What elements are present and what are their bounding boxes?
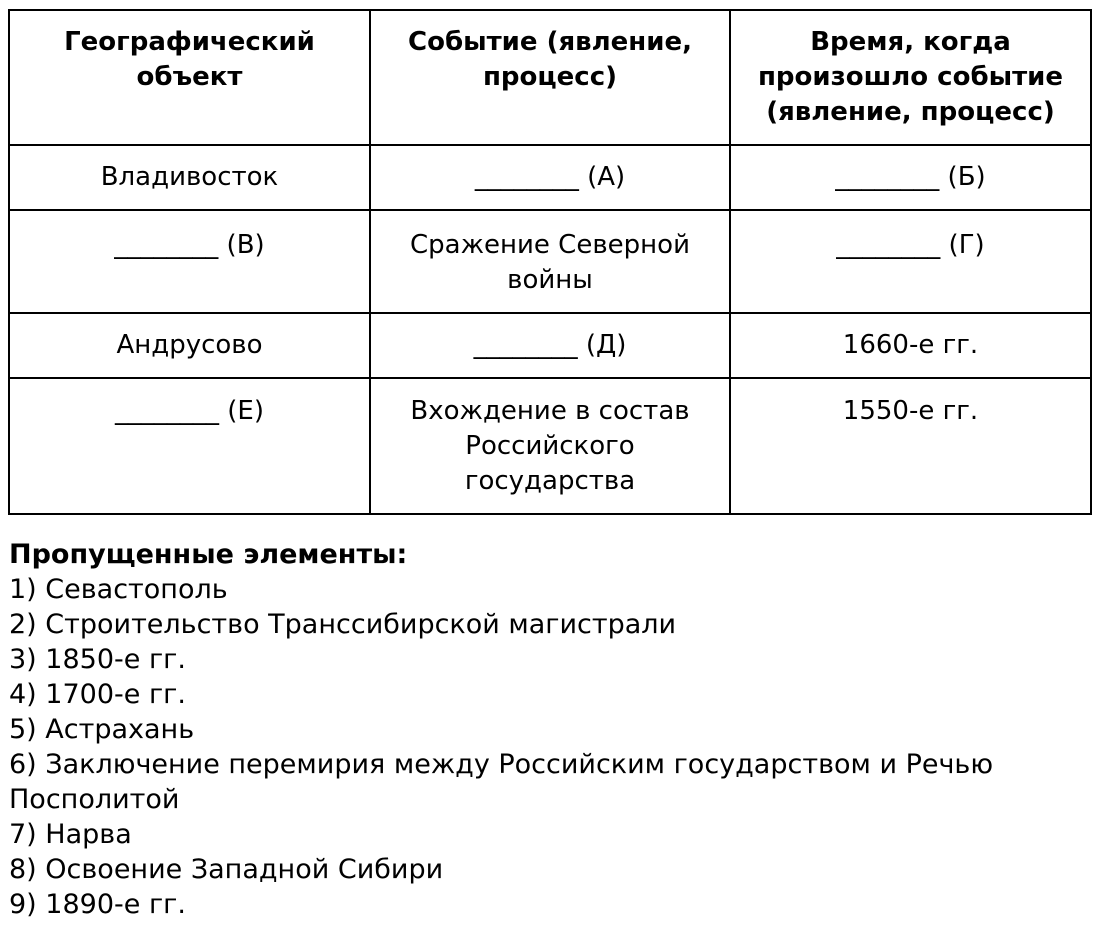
header-geographic-object: Географический объект: [9, 10, 370, 145]
list-item: 6) Заключение перемирия между Российским государством и Речью Посполитой: [9, 749, 994, 815]
table-cell: ________ (Е): [9, 378, 370, 514]
table-cell: ________ (А): [370, 145, 730, 210]
list-item: 7) Нарва: [9, 819, 132, 850]
header-event: Событие (явление, процесс): [370, 10, 730, 145]
header-time: Время, когда произошло событие (явление, процесс): [730, 10, 1091, 145]
table-cell: ________ (Д): [370, 313, 730, 378]
table-cell: ________ (Г): [730, 210, 1091, 313]
table-row: [9, 378, 1091, 514]
list-item: 4) 1700-е гг.: [9, 679, 186, 710]
table-cell: Вхождение в состав Российского государства: [370, 378, 730, 514]
table-cell: 1660-е гг.: [730, 313, 1091, 378]
list-item: 2) Строительство Транссибирской магистрали: [9, 609, 677, 640]
table-cell: Сражение Северной войны: [370, 210, 730, 313]
missing-elements-list: [9, 537, 1094, 922]
table-cell: 1550-е гг.: [730, 378, 1091, 514]
list-item: 3) 1850-е гг.: [9, 644, 186, 675]
table-row: [9, 210, 1091, 313]
table-row: [9, 313, 1091, 378]
table-header-row: [9, 10, 1091, 145]
table-cell: Андрусово: [9, 313, 370, 378]
table-row: [9, 145, 1091, 210]
list-item: 9) 1890-е гг.: [9, 889, 186, 920]
list-item: 5) Астрахань: [9, 714, 195, 745]
missing-elements-title: Пропущенные элементы:: [9, 539, 408, 570]
list-item: 1) Севастополь: [9, 574, 228, 605]
table-cell: Владивосток: [9, 145, 370, 210]
table-cell: ________ (Б): [730, 145, 1091, 210]
task-table: [8, 9, 1092, 515]
table-cell: ________ (В): [9, 210, 370, 313]
list-item: 8) Освоение Западной Сибири: [9, 854, 444, 885]
